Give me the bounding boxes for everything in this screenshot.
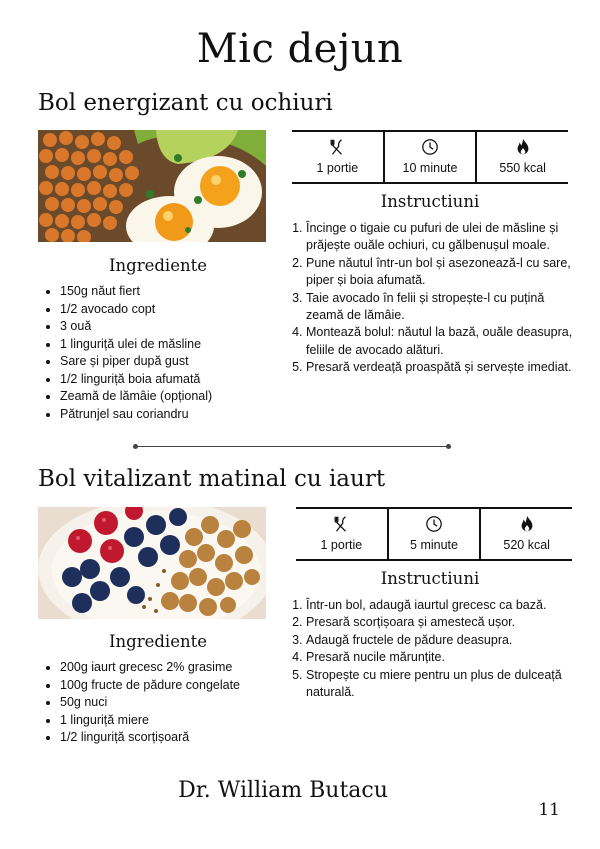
recipe-2-stats — [296, 507, 572, 561]
flame-icon — [514, 138, 532, 156]
recipe-1-stats — [292, 130, 568, 184]
ingredient-item: • 100g fructe de pădure congelate — [60, 677, 240, 695]
instruction-step: 1. Încinge o tigaie cu pufuri de ulei de măsline și prăjește ouăle ochiuri, cu gălbenușul moale. — [306, 220, 576, 255]
clock-icon — [425, 515, 443, 533]
recipe-1-instructions-title: Instructiuni — [380, 192, 480, 211]
ingredient-item: • Pătrunjel sau coriandru — [60, 406, 212, 424]
ingredient-item: • 1/2 linguriță boia afumată — [60, 371, 212, 389]
time-text: 10 minute — [402, 161, 458, 175]
recipe-1-instructions-list — [292, 220, 576, 377]
instruction-step: 5. Presară verdeață proaspătă și servește imediat. — [306, 359, 576, 376]
ingredient-item: • Zeamă de lămâie (opțional) — [60, 388, 212, 406]
instruction-step: 2. Pune năutul într-un bol și asezonează-l cu sare, piper și boia afumată. — [306, 255, 576, 290]
ingredient-item: • Sare și piper după gust — [60, 353, 212, 371]
recipe-1-ingredients-title: Ingrediente — [109, 256, 207, 275]
portions-text: 1 portie — [316, 161, 359, 175]
portions-stat — [292, 132, 383, 182]
time-stat — [383, 132, 476, 182]
recipe-1-photo — [38, 130, 266, 242]
time-text: 5 minute — [410, 538, 458, 552]
instruction-step: 2. Presară scorțișoara și amestecă ușor. — [306, 614, 576, 631]
clock-icon — [421, 138, 439, 156]
calories-stat — [475, 132, 568, 182]
recipe-2-ingredients-title: Ingrediente — [109, 632, 207, 651]
instruction-step: 1. Într-un bol, adaugă iaurtul grecesc ca bază. — [306, 597, 576, 614]
recipe-1-ingredients-list — [42, 283, 212, 423]
flame-icon — [518, 515, 536, 533]
instruction-step: 4. Montează bolul: năutul la bază, ouăle deasupra, feliile de avocado alături. — [306, 324, 576, 359]
ingredient-item: • 1 linguriță ulei de măsline — [60, 336, 212, 354]
recipe-1-title: Bol energizant cu ochiuri — [38, 90, 333, 116]
ingredient-item: • 50g nuci — [60, 694, 240, 712]
recipe-2-ingredients-list — [42, 659, 240, 747]
calories-stat — [479, 509, 572, 559]
fork-knife-icon — [328, 138, 346, 156]
ingredient-item: • 150g năut fiert — [60, 283, 212, 301]
fork-knife-icon — [332, 515, 350, 533]
time-stat — [387, 509, 480, 559]
portions-stat — [296, 509, 387, 559]
recipe-2-instructions-title: Instructiuni — [380, 569, 480, 588]
portions-text: 1 portie — [320, 538, 363, 552]
recipe-2-instructions-list — [292, 597, 576, 701]
recipe-2-photo — [38, 507, 266, 619]
ingredient-item: • 1/2 avocado copt — [60, 301, 212, 319]
author-name: Dr. William Butacu — [178, 778, 388, 803]
instruction-step: 3. Adaugă fructele de pădure deasupra. — [306, 632, 576, 649]
ingredient-item: • 1/2 linguriță scorțișoară — [60, 729, 240, 747]
instruction-step: 3. Taie avocado în felii și stropește-l cu puțină zeamă de lămâie. — [306, 290, 576, 325]
ingredient-item: • 3 ouă — [60, 318, 212, 336]
calories-text: 550 kcal — [499, 161, 546, 175]
recipe-2-title: Bol vitalizant matinal cu iaurt — [38, 466, 386, 492]
instruction-step: 5. Stropește cu miere pentru un plus de dulceață naturală. — [306, 667, 576, 702]
instruction-step: 4. Presară nucile mărunțite. — [306, 649, 576, 666]
page-number: 11 — [538, 800, 560, 820]
ingredient-item: • 200g iaurt grecesc 2% grasime — [60, 659, 240, 677]
ingredient-item: • 1 linguriță miere — [60, 712, 240, 730]
section-divider — [135, 446, 449, 447]
page-title: Mic dejun — [196, 26, 404, 72]
calories-text: 520 kcal — [503, 538, 550, 552]
